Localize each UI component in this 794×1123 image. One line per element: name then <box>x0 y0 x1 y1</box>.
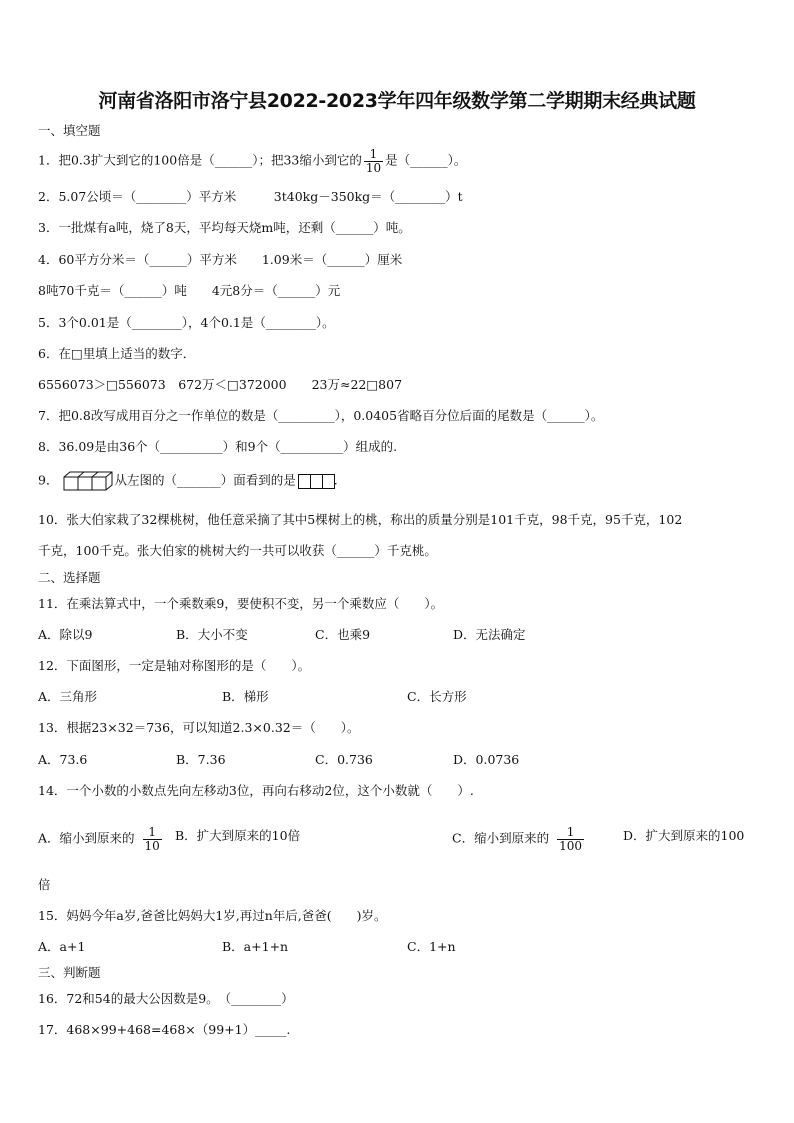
section-fill-heading: 一、填空题 <box>38 123 101 138</box>
fraction-denominator: 10 <box>144 838 160 853</box>
option-b[interactable]: B．7.36 <box>176 752 226 767</box>
question-15-options <box>38 937 758 955</box>
question-14-options <box>38 816 762 852</box>
option-d[interactable]: D．无法确定 <box>453 627 526 642</box>
question-8: 8．36.09是由36个（__________）和9个（__________）组成的. <box>38 439 398 454</box>
question-12-options <box>38 687 758 705</box>
fraction-denominator: 10 <box>365 160 382 175</box>
option-c[interactable]: C．长方形 <box>407 689 467 704</box>
cubes-figure <box>62 470 114 492</box>
option-b[interactable]: B．梯形 <box>222 689 269 704</box>
question-11-options <box>38 625 758 643</box>
question-1-text-b: 是（______）。 <box>385 152 467 168</box>
section-choice-heading: 二、选择题 <box>38 570 101 585</box>
question-4-part-1: 4．60平方分米＝（______）平方米 1.09米＝（______）厘米 <box>38 252 403 267</box>
question-1 <box>38 148 466 174</box>
question-9-number: 9． <box>38 472 59 488</box>
three-squares-view <box>298 473 334 489</box>
option-d[interactable]: D．扩大到原来的100 <box>623 828 745 843</box>
question-5: 5．3个0.01是（________），4个0.1是（________）。 <box>38 315 335 330</box>
question-6-items: 6556073＞□556073 672万＜□372000 23万≈22□807 <box>38 377 403 392</box>
option-c[interactable]: C．0.736 <box>315 752 373 767</box>
option-b[interactable]: B．扩大到原来的10倍 <box>175 828 301 843</box>
question-11: 11．在乘法算式中，一个乘数乘9，要使积不变，另一个乘数应（ ）。 <box>38 596 444 611</box>
fraction-numerator: 1 <box>148 825 156 839</box>
option-c[interactable]: C．也乘9 <box>315 627 371 642</box>
option-a[interactable]: A．a+1 <box>38 939 86 954</box>
question-16: 16．72和54的最大公因数是9。 （________） <box>38 991 294 1006</box>
option-a[interactable]: A．三角形 <box>38 689 98 704</box>
question-14: 14．一个小数的小数点先向左移动3位，再向右移动2位，这个小数就（ ）. <box>38 783 474 798</box>
fraction-1-10 <box>364 148 383 174</box>
option-c[interactable]: C．1+n <box>407 939 456 954</box>
question-2: 2．5.07公顷＝（________）平方米 3t40kg－350kg＝（________）t <box>38 189 463 204</box>
option-a[interactable]: A．73.6 <box>38 752 88 767</box>
question-9 <box>38 470 338 492</box>
option-b[interactable]: B．大小不变 <box>176 627 248 642</box>
fraction-1-100 <box>557 826 584 852</box>
option-d[interactable]: D．0.0736 <box>453 752 520 767</box>
question-10-line-1: 10．张大伯家栽了32棵桃树，他任意采摘了其中5棵树上的桃，称出的质量分别是101千克，98千克，95千克，102 <box>38 512 683 527</box>
question-3: 3．一批煤有a吨，烧了8天，平均每天烧m吨，还剩（______）吨。 <box>38 220 411 235</box>
option-a[interactable] <box>38 826 164 852</box>
question-9-end: . <box>333 472 338 488</box>
question-13-options <box>38 750 758 768</box>
question-4-part-2: 8吨70千克＝（______）吨 4元8分＝（______）元 <box>38 283 341 298</box>
question-15: 15．妈妈今年a岁,爸爸比妈妈大1岁,再过n年后,爸爸( )岁。 <box>38 908 387 923</box>
fraction-numerator: 1 <box>566 825 575 839</box>
option-a-text: A．缩小到原来的 <box>38 830 135 846</box>
question-6: 6．在□里填上适当的数字． <box>38 346 196 361</box>
page-title: 河南省洛阳市洛宁县2022-2023学年四年级数学第二学期期末经典试题 <box>98 90 696 112</box>
option-d-continuation: 倍 <box>38 877 51 892</box>
question-17: 17．468×99+468=468×（99+1）_____. <box>38 1022 291 1037</box>
option-c-text: C．缩小到原来的 <box>452 830 550 846</box>
question-13: 13．根据23×32＝736，可以知道2.3×0.32＝（ ）。 <box>38 720 360 735</box>
option-b[interactable]: B．a+1+n <box>222 939 289 954</box>
option-a[interactable]: A．除以9 <box>38 627 93 642</box>
fraction-numerator: 1 <box>369 147 378 161</box>
fraction-denominator: 100 <box>559 838 582 853</box>
fraction-1-10 <box>143 826 162 852</box>
option-c[interactable] <box>452 826 586 852</box>
question-7: 7．把0.8改写成用百分之一作单位的数是（_________），0.0405省略百分位后面的尾数是（______）。 <box>38 408 604 423</box>
question-10-line-2: 千克，100千克。张大伯家的桃树大约一共可以收获（______）千克桃。 <box>38 543 437 558</box>
question-12: 12．下面图形，一定是轴对称图形的是（ ）。 <box>38 658 311 673</box>
section-judge-heading: 三、判断题 <box>38 965 101 980</box>
question-9-text: 从左图的（_______）面看到的是 <box>114 472 296 488</box>
question-1-text-a: 1．把0.3扩大到它的100倍是（______）；把33缩小到它的 <box>38 152 362 168</box>
